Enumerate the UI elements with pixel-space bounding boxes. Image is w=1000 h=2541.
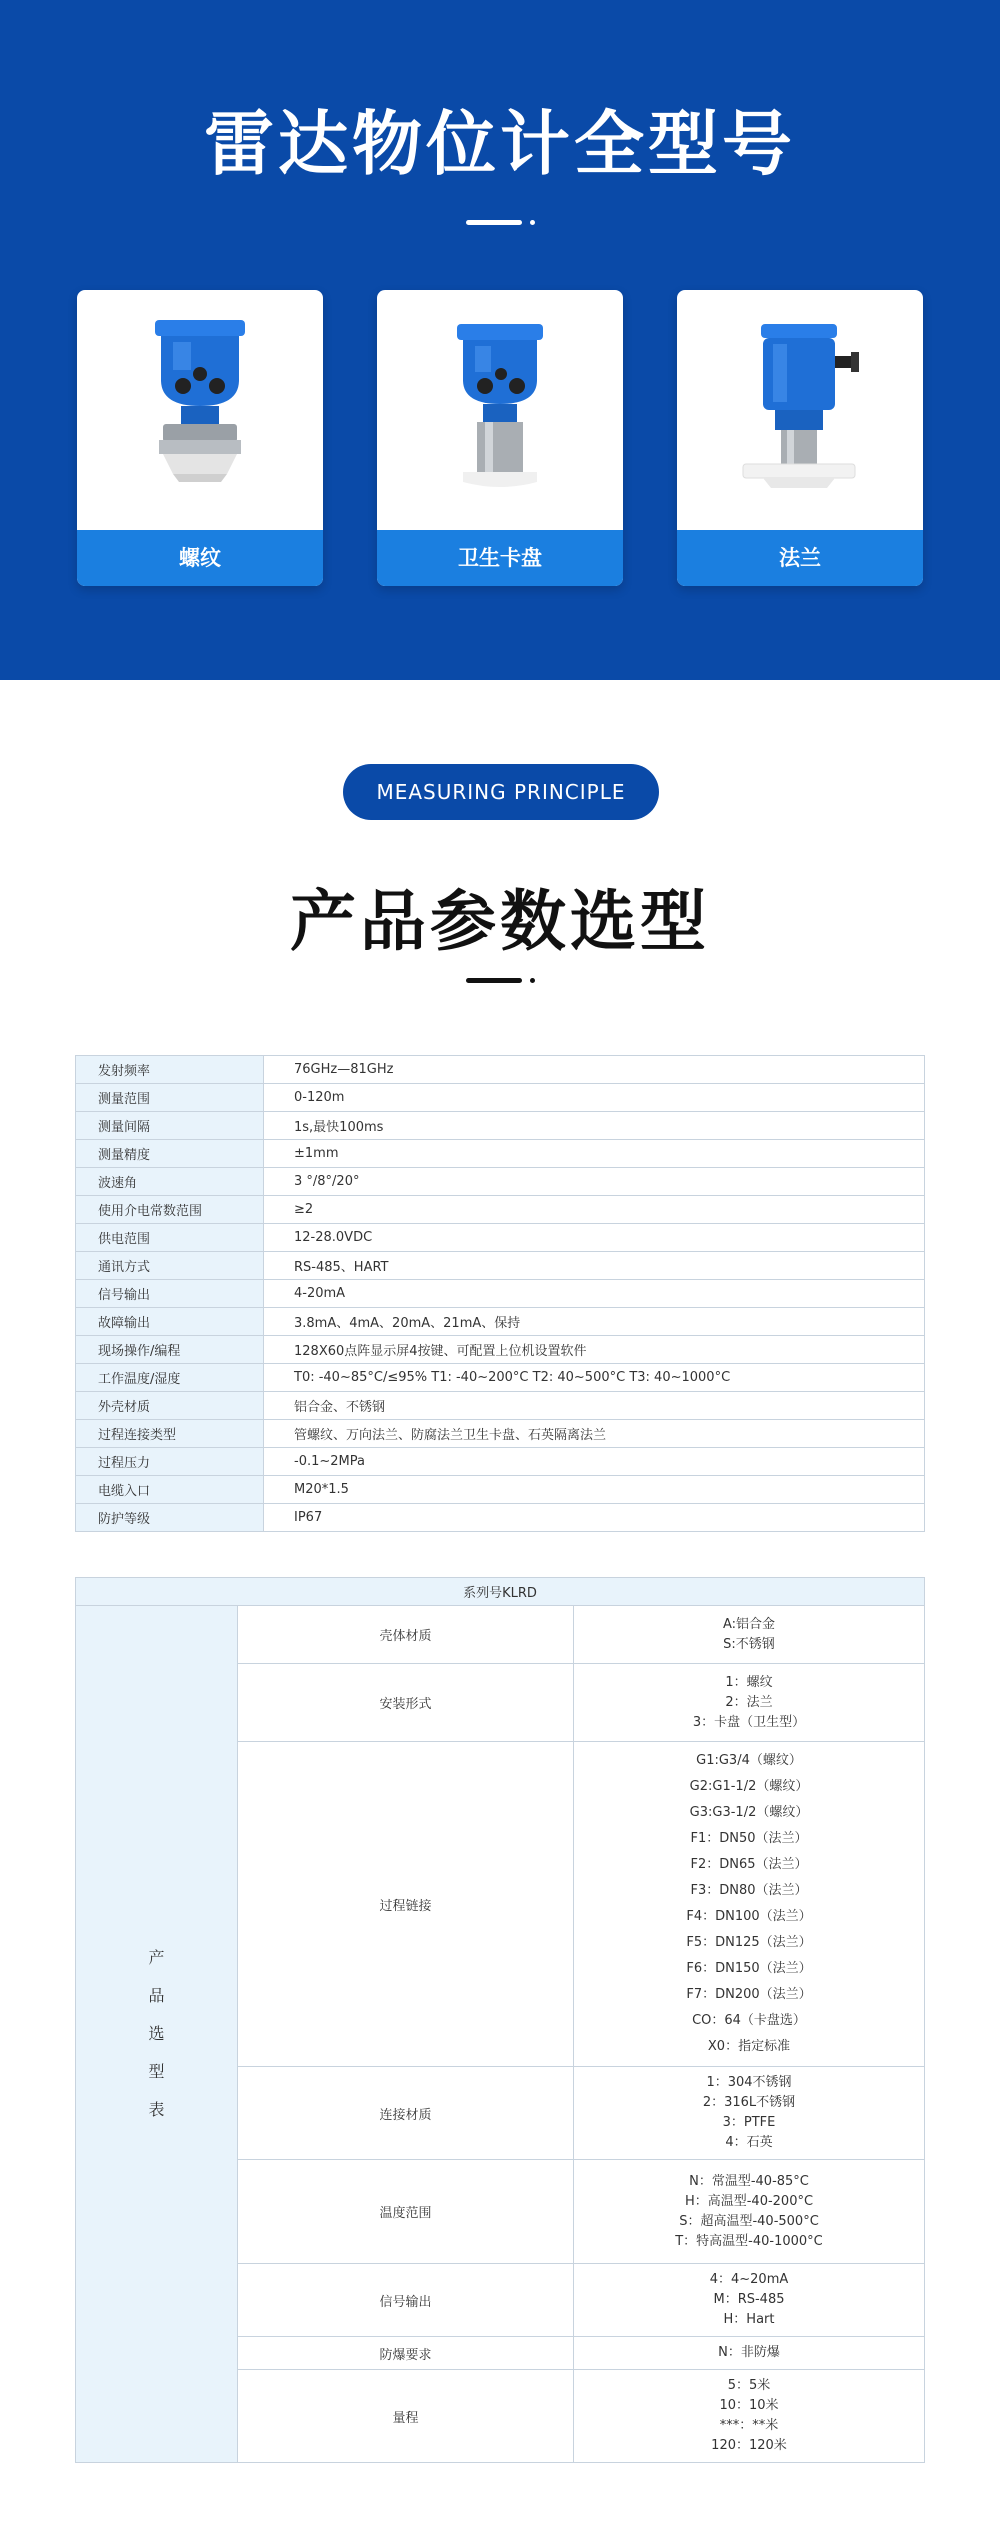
selection-category: 信号输出 [238, 2264, 574, 2337]
selection-option: F7：DN200（法兰） [686, 1987, 812, 2002]
selection-option: G2:G1-1/2（螺纹） [689, 1779, 809, 1794]
spec-value: 管螺纹、万向法兰、防腐法兰卫生卡盘、石英隔离法兰 [264, 1420, 925, 1448]
spec-row [76, 1448, 925, 1476]
selection-option: F3：DN80（法兰） [690, 1883, 808, 1898]
selection-option: 2：316L不锈钢 [702, 2095, 796, 2110]
selection-option: 2：法兰 [725, 1694, 773, 1710]
selection-option: F2：DN65（法兰） [690, 1857, 808, 1872]
spec-value: 3 °/8°/20° [264, 1168, 925, 1196]
side-label-char: 选 [148, 2024, 165, 2043]
side-label-char: 型 [148, 2062, 165, 2081]
selection-side-label [76, 1606, 238, 2463]
selection-option: 4：4~20mA [709, 2272, 789, 2287]
selection-category: 壳体材质 [238, 1606, 574, 1664]
product-image [77, 290, 323, 530]
spec-key: 防护等级 [76, 1504, 264, 1532]
spec-value: M20*1.5 [264, 1476, 925, 1504]
selection-option: 10：10米 [719, 2398, 779, 2413]
spec-value: 4-20mA [264, 1280, 925, 1308]
selection-option: 1：304不锈钢 [706, 2075, 792, 2090]
spec-key: 供电范围 [76, 1224, 264, 1252]
spec-row [76, 1336, 925, 1364]
spec-key: 测量精度 [76, 1140, 264, 1168]
spec-key: 波速角 [76, 1168, 264, 1196]
selection-option: M：RS-485 [713, 2292, 785, 2307]
selection-option: H：高温型-40-200°C [684, 2193, 814, 2209]
spec-value: T0: -40~85°C/≤95% T1: -40~200°C T2: 40~500°C T3: 40~1000°C [264, 1364, 925, 1392]
spec-key: 现场操作/编程 [76, 1336, 264, 1364]
selection-option: 5：5米 [727, 2378, 771, 2393]
selection-option: F5：DN125（法兰） [686, 1935, 812, 1950]
radar-level-gauge-sanitary-icon [377, 290, 623, 530]
hero-banner [0, 0, 1000, 680]
spec-row [76, 1504, 925, 1532]
spec-key: 通讯方式 [76, 1252, 264, 1280]
selection-option: 3：PTFE [722, 2115, 776, 2130]
selection-category: 温度范围 [238, 2160, 574, 2264]
model-card-threaded[interactable] [77, 290, 323, 586]
selection-option: 1：螺纹 [725, 1674, 773, 1690]
product-image [677, 290, 923, 530]
selection-options [574, 1606, 925, 1664]
selection-option: G1:G3/4（螺纹） [696, 1753, 802, 1768]
side-label-char: 品 [148, 1986, 165, 2005]
spec-row [76, 1392, 925, 1420]
selection-options [574, 2160, 925, 2264]
model-card-flange[interactable] [677, 290, 923, 586]
selection-option: T：特高温型-40-1000°C [675, 2233, 823, 2249]
spec-row [76, 1196, 925, 1224]
selection-option: 120：120米 [711, 2438, 787, 2453]
spec-value: 76GHz—81GHz [264, 1056, 925, 1084]
selection-option: 3：卡盘（卫生型） [692, 1714, 806, 1730]
spec-row [76, 1420, 925, 1448]
model-card-sanitary[interactable] [377, 290, 623, 586]
selection-option: CO：64（卡盘选） [692, 2013, 806, 2028]
spec-value: RS-485、HART [264, 1252, 925, 1280]
spec-key: 故障输出 [76, 1308, 264, 1336]
spec-key: 发射频率 [76, 1056, 264, 1084]
selection-option: F6：DN150（法兰） [686, 1961, 812, 1976]
spec-key: 使用介电常数范围 [76, 1196, 264, 1224]
spec-key: 电缆入口 [76, 1476, 264, 1504]
spec-row [76, 1476, 925, 1504]
spec-value: 0-120m [264, 1084, 925, 1112]
spec-row [76, 1084, 925, 1112]
spec-value: 铝合金、不锈钢 [264, 1392, 925, 1420]
spec-key: 测量范围 [76, 1084, 264, 1112]
selection-option: S：超高温型-40-500°C [679, 2213, 819, 2229]
measuring-principle-pill: MEASURING PRINCIPLE [343, 764, 659, 820]
selection-option: A:铝合金 [722, 1616, 776, 1632]
selection-option: ***：**米 [719, 2418, 779, 2433]
spec-key: 过程连接类型 [76, 1420, 264, 1448]
selection-options [574, 2264, 925, 2337]
spec-row [76, 1056, 925, 1084]
spec-key: 测量间隔 [76, 1112, 264, 1140]
model-card-label: 法兰 [677, 530, 923, 586]
spec-row [76, 1112, 925, 1140]
spec-table [75, 1055, 925, 1532]
section-title: 产品参数选型 [290, 883, 710, 960]
spec-row [76, 1140, 925, 1168]
product-image [377, 290, 623, 530]
side-label-char: 产 [148, 1948, 165, 1967]
spec-row [76, 1168, 925, 1196]
radar-level-gauge-flange-icon [677, 290, 923, 530]
selection-option: H：Hart [723, 2312, 775, 2327]
spec-key: 工作温度/湿度 [76, 1364, 264, 1392]
selection-options [574, 1664, 925, 1742]
selection-option: F4：DN100（法兰） [686, 1909, 812, 1924]
selection-option: G3:G3-1/2（螺纹） [689, 1805, 809, 1820]
spec-value: 1s,最快100ms [264, 1112, 925, 1140]
spec-value: 128X60点阵显示屏4按键、可配置上位机设置软件 [264, 1336, 925, 1364]
spec-row [76, 1252, 925, 1280]
spec-key: 信号输出 [76, 1280, 264, 1308]
section-divider [466, 978, 536, 984]
selection-category: 过程链接 [238, 1742, 574, 2067]
spec-key: 过程压力 [76, 1448, 264, 1476]
selection-option: F1：DN50（法兰） [690, 1831, 808, 1846]
spec-value: ≥2 [264, 1196, 925, 1224]
selection-category: 量程 [238, 2370, 574, 2463]
spec-value: 12-28.0VDC [264, 1224, 925, 1252]
selection-table [75, 1577, 925, 2463]
selection-option: S:不锈钢 [723, 1636, 775, 1652]
model-card-label: 卫生卡盘 [377, 530, 623, 586]
spec-value: 3.8mA、4mA、20mA、21mA、保持 [264, 1308, 925, 1336]
selection-option: 4：石英 [725, 2135, 773, 2150]
selection-options [574, 2067, 925, 2160]
side-label-char: 表 [148, 2100, 165, 2119]
model-card-label: 螺纹 [77, 530, 323, 586]
selection-option: X0：指定标准 [707, 2039, 791, 2054]
hero-title: 雷达物位计全型号 [204, 103, 796, 185]
selection-options [574, 2337, 925, 2370]
spec-value: ±1mm [264, 1140, 925, 1168]
spec-row [76, 1364, 925, 1392]
selection-options [574, 1742, 925, 2067]
selection-category: 连接材质 [238, 2067, 574, 2160]
selection-category: 安装形式 [238, 1664, 574, 1742]
selection-category: 防爆要求 [238, 2337, 574, 2370]
radar-level-gauge-threaded-icon [77, 290, 323, 530]
spec-value: IP67 [264, 1504, 925, 1532]
spec-row [76, 1280, 925, 1308]
selection-option: N：常温型-40-85°C [689, 2173, 809, 2189]
spec-row [76, 1308, 925, 1336]
spec-value: -0.1~2MPa [264, 1448, 925, 1476]
hero-divider [466, 220, 536, 226]
selection-option: N：非防爆 [718, 2345, 780, 2360]
selection-options [574, 2370, 925, 2463]
spec-key: 外壳材质 [76, 1392, 264, 1420]
selection-header: 系列号KLRD [76, 1578, 925, 1606]
spec-row [76, 1224, 925, 1252]
selection-row [76, 1606, 925, 1664]
